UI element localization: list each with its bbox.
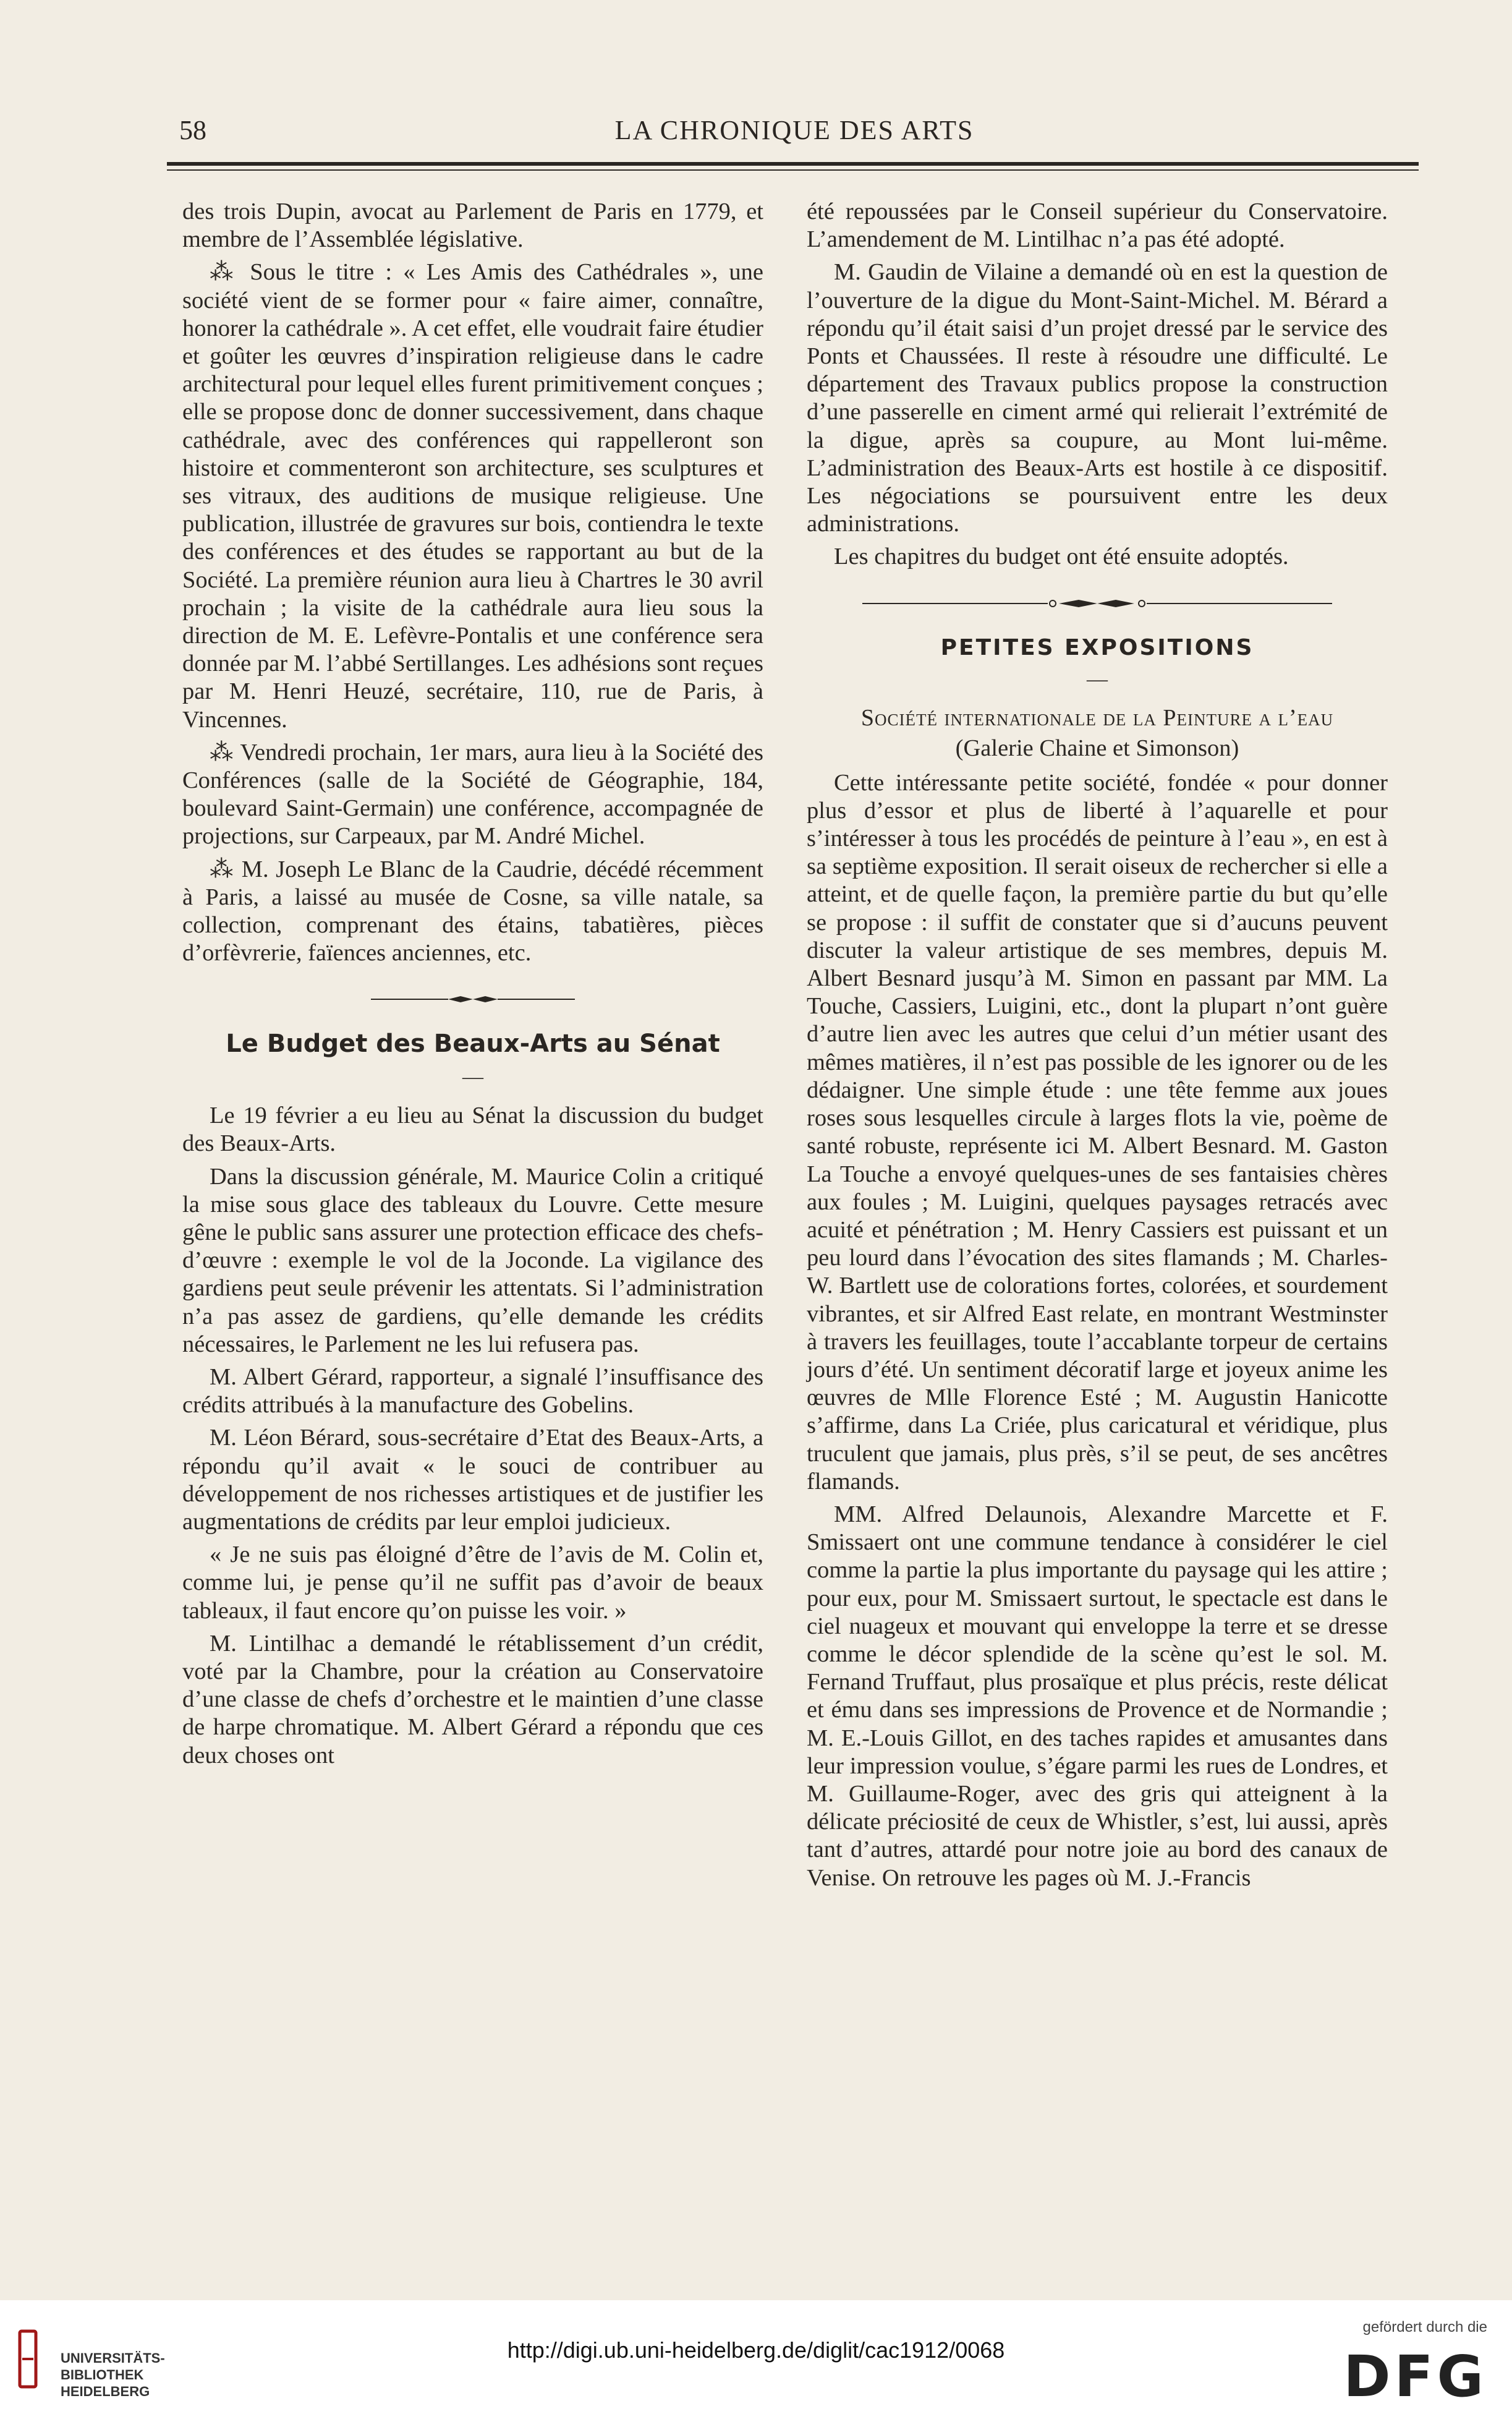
library-name-line: UNIVERSITÄTS- [61,2350,165,2366]
section-title-expositions: PETITES EXPOSITIONS [940,634,1254,660]
paragraph: Le 19 février a eu lieu au Sénat la discussion du budget des Beaux-Arts. [182,1103,763,1157]
header-rule-thick [167,162,1419,166]
paragraph: M. Albert Gérard, rapporteur, a signalé l’insuffisance des crédits attribués à la manufacture des Gobelins. [182,1363,763,1418]
library-name-line: HEIDELBERG [61,2384,150,2399]
ornament-icon [371,993,575,1005]
paragraph: « Je ne suis pas éloigné d’être de l’avis de M. Colin et, comme lui, je pense qu’il ne suffit pas d’avoir de beaux tableaux, il faut encore qu’on puisse les voir. » [182,1542,763,1624]
section-dash: — [462,1065,483,1088]
paragraph: été repoussées par le Conseil supérieur du Conservatoire. L’amendement de M. Lintilhac n’a pas été adopté. [807,198,1388,253]
paragraph: Les chapitres du budget ont été ensuite adoptés. [834,544,1289,570]
library-name-line: BIBLIOTHEK [61,2367,144,2382]
funding-text: gefördert durch die [1362,2319,1487,2335]
paragraph: ⁂ Vendredi prochain, 1er mars, aura lieu à la Société des Conférences (salle de la Société de Géographie, 184, boulevard Saint-Germain) une conférence, accompagnée de projections, sur Carpeaux, par M. André Michel. [182,739,763,850]
section-dash: — [1087,668,1108,691]
paragraph: ⁂ M. Joseph Le Blanc de la Caudrie, décédé récemment à Paris, a laissé au musée de Cosne, sa ville natale, sa collection, comprenant des étains, tabatières, pièces d’orfèvrerie, faïences anciennes, etc. [182,856,763,966]
subsection-venue: (Galerie Chaine et Simonson) [955,735,1239,762]
paragraph: ⁂ Sous le titre : « Les Amis des Cathédrales », une société vient de se former pour « faire aimer, connaître, honorer la cathédrale ». A cet effet, elle voudrait faire étudier et goûter les œuvres d’inspiration religieuse dans le cadre architectural pour lequel elles furent primitivement conçues ; elle se propose donc de donner successivement, dans chaque cathédrale, avec des conférences qui rappelleront son histoire et commenteront son architecture, ses sculptures et ses vitraux, des auditions de musique religieuse. Une publication, illustrée de gravures sur bois, contiendra le texte des conférences et des études se rapportant au but de la Société. La première réunion aura lieu à Chartres le 30 avril prochain ; la visite de la cathédrale aura lieu sous la direction de M. E. Lefèvre-Pontalis et une conférence sera donnée par M. l’abbé Sertillanges. Les adhésions sont reçues par M. Henri Heuzé, secrétaire, 110, rue de Paris, à Vincennes. [182,259,763,733]
paragraph: des trois Dupin, avocat au Parlement de Paris en 1779, et membre de l’Assemblée législative. [182,198,763,253]
permalink-url[interactable]: http://digi.ub.uni-heidelberg.de/diglit/cac1912/0068 [507,2337,1005,2363]
running-header [167,114,1422,158]
paragraph: Dans la discussion générale, M. Maurice Colin a critiqué la mise sous glace des tableaux du Louvre. Cette mesure gêne le public sans assurer une protection efficace des chefs-d’œuvre : exemple le vol de la Joconde. La vigilance des gardiens peut seule prévenir les attentats. Si l’administration n’a pas assez de gardiens, qu’elle demande les crédits nécessaires, le Parlement ne les lui refusera pas. [182,1163,763,1357]
right-column [807,198,1388,1892]
paragraph: M. Léon Bérard, sous-secrétaire d’Etat des Beaux-Arts, a répondu qu’il avait « le souci de contribuer au développement de nos richesses artistiques et de justifier les augmentations de crédits par leur emploi judicieux. [182,1425,763,1535]
left-column [182,198,763,1770]
paragraph: Cette intéressante petite société, fondée « pour donner plus d’essor et plus de liberté à l’aquarelle et pour s’intéresser à tous les procédés de peinture à l’eau », en est à sa septième exposition. Il serait oiseux de rechercher si elle a atteint, et de quelle façon, la première partie du but qu’elle se propose : il suffit de constater que si d’aucuns peuvent discuter la valeur artistique de ses membres, depuis M. Albert Besnard jusqu’à M. Simon en passant par MM. La Touche, Cassiers, Luigini, etc., dont la plupart n’ont guère d’autre lien avec les autres que celui d’un métier usant des mêmes matières, il n’est pas possible de les ignorer ou de les dédaigner. Une simple étude : une tête femme aux joues roses sous lesquelles circule à larges flots la vie, poème de santé robuste, représente ici M. Albert Besnard. M. Gaston La Touche a envoyé quelques-unes de ses fantaisies chères aux foules ; M. Luigini, quelques paysages retracés avec acuité et pénétration ; M. Henry Cassiers est puissant et un peu lourd dans l’évocation des sites flamands ; M. Charles-W. Bartlett use de colorations fortes, colorées, et sourdement vibrantes, et sir Alfred East relate, en montrant Westminster à travers les feuillages, toute l’accablante torpeur de certains jours d’été. Un sentiment décoratif large et joyeux anime les œuvres de Mlle Florence Esté ; M. Augustin Hanicotte s’affirme, dans La Criée, plus caricatural et véridique, plus truculent que jamais, plus près, s’il se peut, de ses ancêtres flamands. [807,769,1388,1495]
ornament-icon [862,597,1332,610]
paragraph: MM. Alfred Delaunois, Alexandre Marcette et F. Smissaert ont une commune tendance à considérer le ciel comme la partie la plus importante du paysage qui les attire ; pour eux, pour M. Smissaert surtout, le spectacle est dans le ciel nuageux et mouvant qui enveloppe la terre et se dresse comme le décor splendide de la scène qu’est le sol. M. Fernand Truffaut, plus prosaïque et plus précis, reste délicat et ému dans ses impressions de Provence et de Normandie ; M. E.-Louis Gillot, en des taches rapides et amusantes dans leur impression voulue, s’égare parmi les rues de Londres, et M. Guillaume-Roger, avec des gris qui atteignent à la délicate préciosité de ceux de Whistler, s’est, lui aussi, après tant d’autres, attardé pour notre joie au bord des canaux de Venise. On retrouve les pages où M. J.-Francis [807,1501,1388,1891]
section-title-budget: Le Budget des Beaux-Arts au Sénat [226,1029,720,1058]
subsection-title: Société internationale de la Peinture a l’eau [860,705,1334,732]
ornament-divider [182,986,763,1013]
header-rule-thin [167,169,1419,171]
page-number: 58 [179,115,206,145]
journal-title: LA CHRONIQUE DES ARTS [614,115,974,145]
viewer-footer [0,2300,1512,2427]
paragraph: M. Gaudin de Vilaine a demandé où en est la question de l’ouverture de la digue du Mont-Saint-Michel. M. Bérard a répondu qu’il était saisi d’un projet dressé par le service des Ponts et Chaussées. Il reste à résoudre une difficulté. Le département des Travaux publics propose la construction d’une passerelle en ciment armé qui relierait l’extrémité de la digue, après sa coupure, au Mont lui-même. L’administration des Beaux-Arts est hostile à ce dispositif. Les négociations se poursuivent entre les deux administrations. [807,259,1388,537]
dfg-logo: DFG [1343,2344,1487,2410]
paragraph: M. Lintilhac a demandé le rétablissement d’un crédit, voté par la Chambre, pour la création au Conservatoire d’une classe de chefs d’orchestre et le maintien d’une classe de harpe chromatique. M. Albert Gérard a répondu que ces deux choses ont [182,1630,763,1768]
ornament-divider [807,590,1388,618]
